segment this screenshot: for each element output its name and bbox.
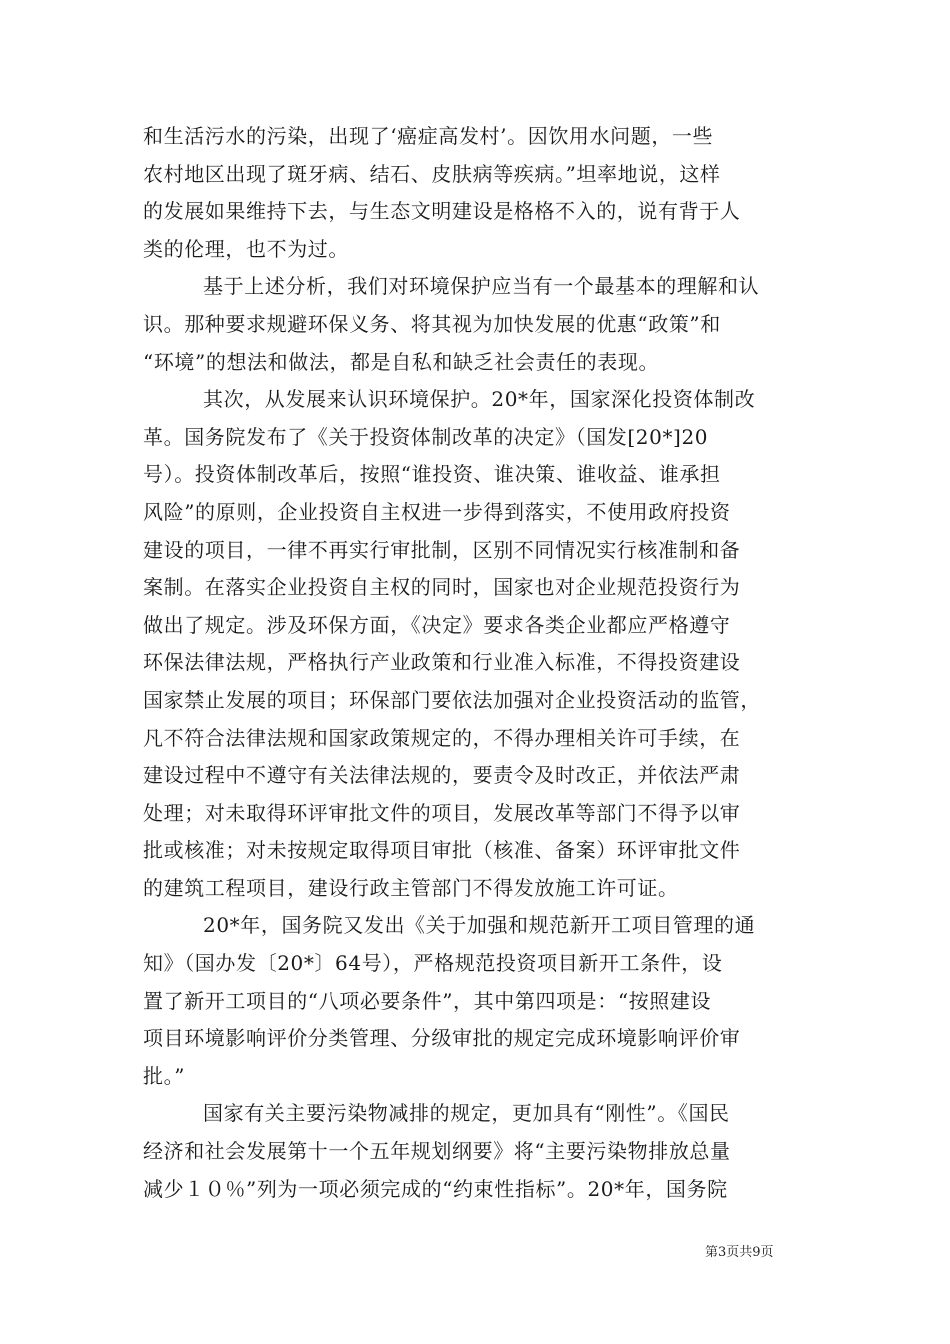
text-line: 环保法律法规，严格执行产业政策和行业准入标准，不得投资建设 (143, 650, 741, 675)
text-line: 知》（国办发〔20*〕64号），严格规范投资项目新开工条件，设 (143, 951, 723, 976)
text-line: 类的伦理，也不为过。 (143, 236, 349, 261)
text-line: 国家有关主要污染物减排的规定，更加具有“刚性”。《国民 (203, 1101, 730, 1126)
text-line: 项目环境影响评价分类管理、分级审批的规定完成环境影响评价审 (143, 1026, 741, 1051)
text-line: 批。” (143, 1063, 186, 1088)
text-line: 的发展如果维持下去，与生态文明建设是格格不入的，说有背于人 (143, 199, 741, 224)
text-line: 国家禁止发展的项目；环保部门要依法加强对企业投资活动的监管， (143, 687, 761, 712)
text-line: 和生活污水的污染，出现了‘癌症高发村’。因饮用水问题，一些 (143, 124, 714, 148)
text-line: 建设过程中不遵守有关法律法规的，要责令及时改正，并依法严肃 (143, 763, 741, 788)
text-line: 其次，从发展来认识环境保护。20*年，国家深化投资体制改 (203, 387, 756, 412)
page-number: 第3页共9页 (705, 1245, 774, 1260)
text-line: 做出了规定。涉及环保方面，《决定》要求各类企业都应严格遵守 (143, 612, 731, 637)
text-line: 基于上述分析，我们对环境保护应当有一个最基本的理解和认 (203, 274, 760, 299)
text-line: 农村地区出现了斑牙病、结石、皮肤病等疾病。”坦率地说，这样 (143, 161, 721, 186)
text-line: 批或核准；对未按规定取得项目审批（核准、备案）环评审批文件 (143, 838, 741, 863)
text-line: 减少１０％”列为一项必须完成的“约束性指标”。20*年，国务院 (143, 1176, 728, 1201)
text-line: 革。国务院发布了《关于投资体制改革的决定》（国发[20*]20 (143, 424, 709, 449)
text-line: 风险”的原则，企业投资自主权进一步得到落实，不使用政府投资 (143, 499, 731, 524)
text-line: 经济和社会发展第十一个五年规划纲要》将“主要污染物排放总量 (143, 1139, 731, 1164)
text-line: 处理；对未取得环评审批文件的项目，发展改革等部门不得予以审 (143, 800, 741, 825)
text-line: 的建筑工程项目，建设行政主管部门不得发放施工许可证。 (143, 875, 679, 900)
text-line: 识。那种要求规避环保义务、将其视为加快发展的优惠“政策”和 (143, 311, 721, 336)
text-line: 置了新开工项目的“八项必要条件”，其中第四项是：“按照建设 (143, 988, 712, 1013)
text-line: 凡不符合法律法规和国家政策规定的，不得办理相关许可手续，在 (143, 725, 741, 750)
text-line: 号）。投资体制改革后，按照“谁投资、谁决策、谁收益、谁承担 (143, 462, 721, 487)
text-line: 20*年，国务院又发出《关于加强和规范新开工项目管理的通 (203, 913, 756, 938)
text-line: “环境”的想法和做法，都是自私和缺乏社会责任的表现。 (143, 349, 660, 374)
document-body (143, 118, 813, 1208)
text-line: 建设的项目，一律不再实行审批制，区别不同情况实行核准制和备 (143, 537, 741, 562)
text-line: 案制。在落实企业投资自主权的同时，国家也对企业规范投资行为 (143, 575, 741, 600)
